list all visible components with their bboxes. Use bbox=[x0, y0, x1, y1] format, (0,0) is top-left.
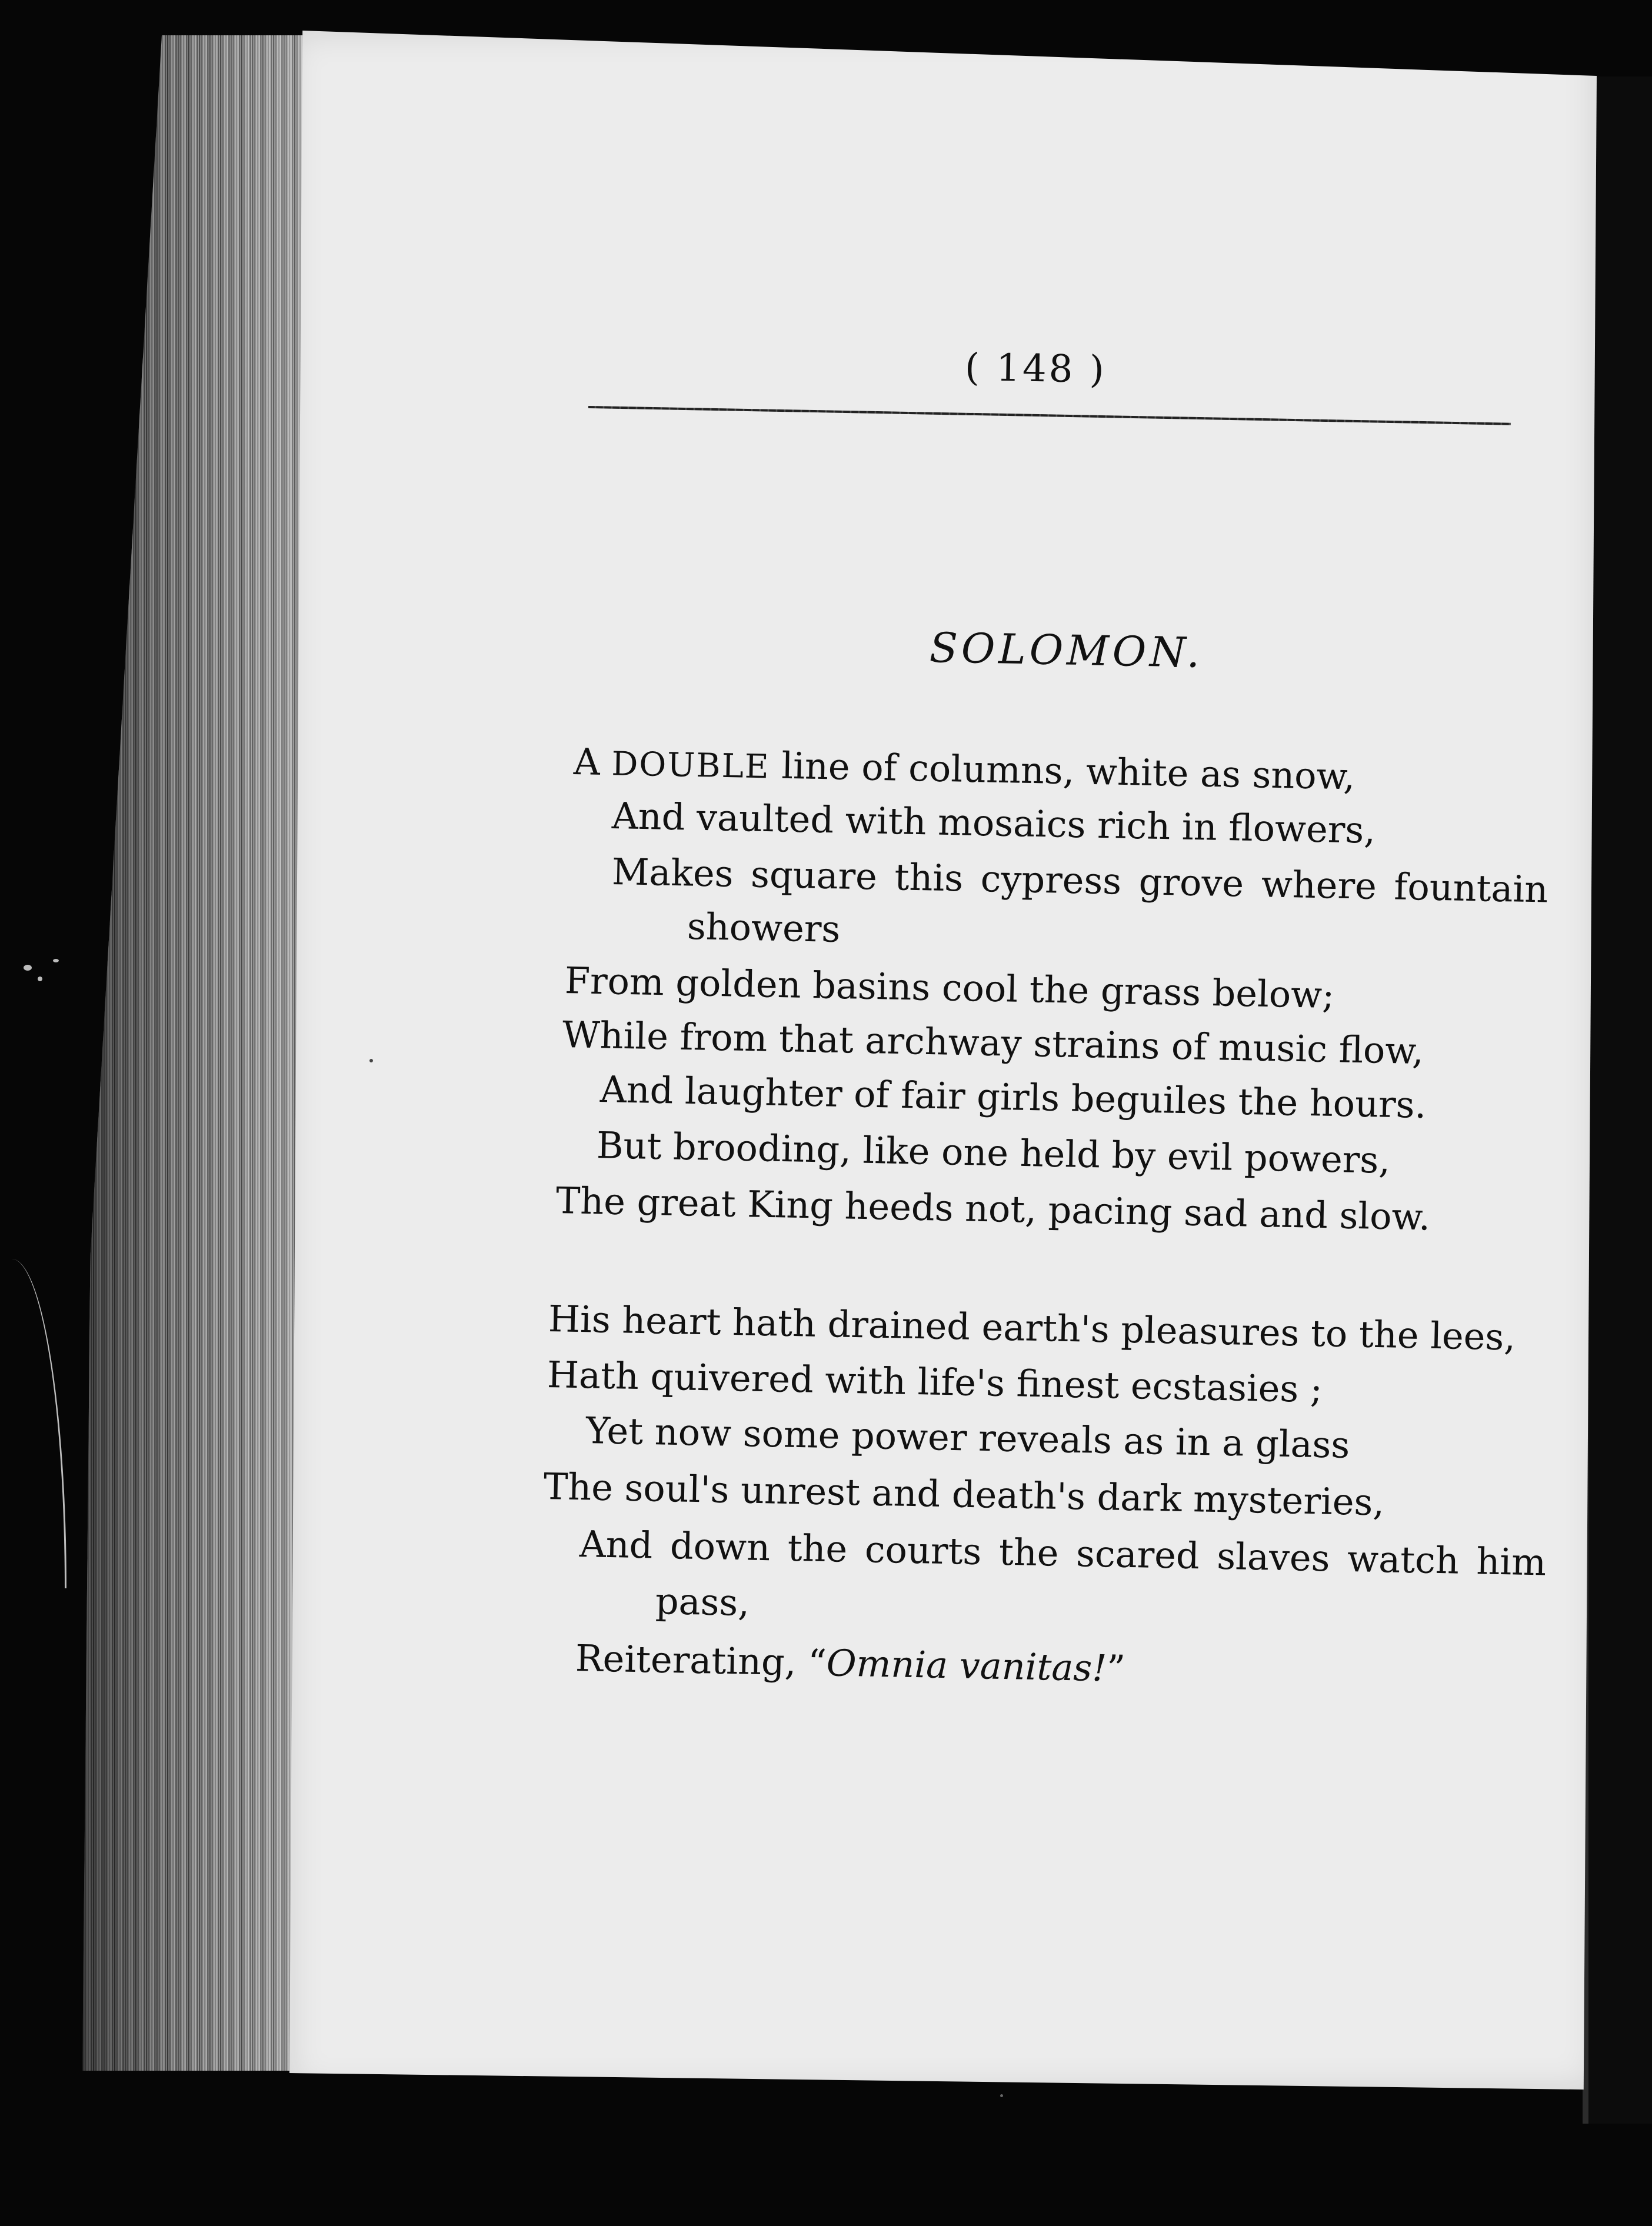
poem-line-text: Reiterating, “ bbox=[575, 1637, 827, 1685]
poem-line: The great King heeds not, pacing sad and slow. bbox=[555, 1179, 1431, 1239]
poem-title: SOLOMON. bbox=[929, 624, 1204, 677]
closing-quote: ” bbox=[1106, 1647, 1126, 1690]
poem-line bbox=[573, 740, 1355, 798]
poem-line: And laughter of fair girls beguiles the hours. bbox=[599, 1068, 1427, 1127]
poem-line-text: line of columns, white as snow, bbox=[781, 744, 1355, 798]
poem-line bbox=[575, 1637, 1125, 1690]
poem-line: And down the courts the scared slaves watch him bbox=[579, 1522, 1547, 1584]
poem-line-continuation: pass, bbox=[655, 1579, 750, 1625]
poem-line: Hath quivered with life's finest ecstasies ; bbox=[547, 1353, 1323, 1411]
small-caps-word: DOUBLE bbox=[611, 745, 771, 787]
page-number: ( 148 ) bbox=[964, 345, 1107, 392]
poem-line-continuation: showers bbox=[687, 905, 841, 951]
poem-line: His heart hath drained earth's pleasures to the lees, bbox=[548, 1297, 1516, 1359]
poem-line: Makes square this cypress grove where fountain bbox=[611, 850, 1548, 911]
poem-line: Yet now some power reveals as in a glass bbox=[585, 1409, 1350, 1467]
poem-line: And vaulted with mosaics rich in flowers, bbox=[611, 794, 1376, 852]
poem-line: While from that archway strains of music flow, bbox=[562, 1013, 1424, 1073]
poem-line: From golden basins cool the grass below; bbox=[564, 959, 1335, 1017]
latin-quote: Omnia vanitas! bbox=[826, 1641, 1107, 1690]
poem-line: The soul's unrest and death's dark mysteries, bbox=[543, 1465, 1385, 1524]
poem-line: But brooding, like one held by evil powers, bbox=[596, 1124, 1391, 1182]
drop-capital: A bbox=[573, 740, 601, 784]
